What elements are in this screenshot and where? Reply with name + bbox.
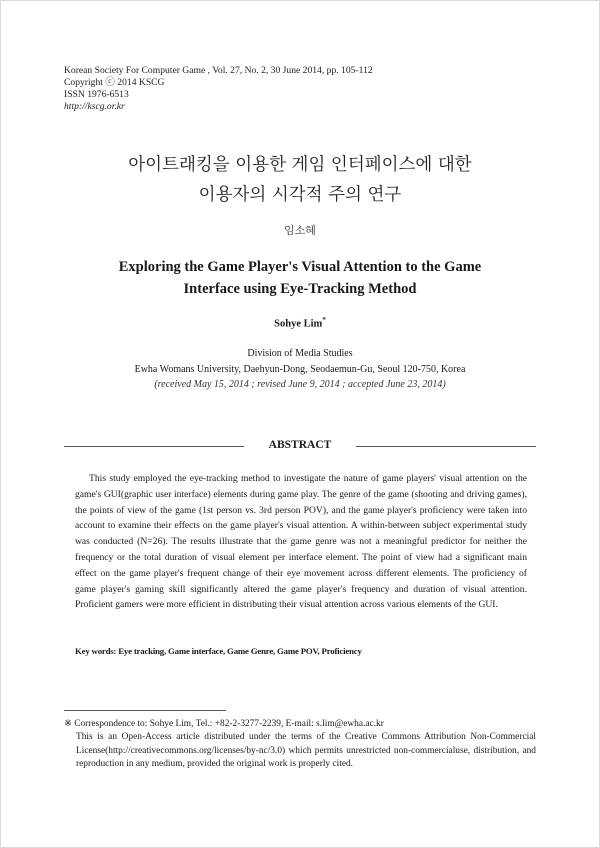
korean-title-line1: 아이트래킹을 이용한 게임 인터페이스에 대한 <box>128 155 472 175</box>
abstract-divider-left <box>64 446 244 447</box>
received-dates: (received May 15, 2014 ; revised June 9, 2014 ; accepted June 23, 2014) <box>154 379 446 390</box>
english-title-line2: Interface using Eye-Tracking Method <box>183 281 417 297</box>
korean-author: 임소혜 <box>284 224 316 237</box>
korean-title <box>0 150 600 210</box>
keywords: Key words: Eye tracking, Game interface, Game Genre, Game POV, Proficiency <box>75 646 362 656</box>
abstract-divider-right <box>356 446 536 447</box>
english-title-line1: Exploring the Game Player's Visual Attention to the Game <box>118 259 482 275</box>
footnote-correspondence: ※ Correspondence to: Sohye Lim, Tel.: +82-2-3277-2239, E-mail: s.lim@ewha.ac.kr <box>64 719 384 729</box>
journal-url[interactable]: http://kscg.or.kr <box>64 101 125 112</box>
author-name: Sohye Lim <box>274 318 323 330</box>
abstract-heading: ABSTRACT <box>268 439 332 451</box>
footnote <box>64 718 536 772</box>
journal-meta <box>64 65 373 113</box>
english-title <box>0 256 600 300</box>
journal-copyright: Copyright ⓒ 2014 KSCG <box>64 77 165 88</box>
footnote-license: This is an Open-Access article distributed under the terms of the Creative Commons Attribution Non-Commercial License(http://creativecommons.org/licenses/by-nc/3.0) which permits unrestricted non-commercialuse, distribution, and reproduction in any medium, provided the original work is properly cited. <box>76 732 536 770</box>
korean-title-line2: 이용자의 시각적 주의 연구 <box>198 185 402 205</box>
english-author <box>0 316 600 330</box>
journal-citation: Korean Society For Computer Game , Vol. 27, No. 2, 30 June 2014, pp. 105-112 <box>64 65 373 76</box>
author-footnote-mark: * <box>322 316 326 324</box>
abstract-text: This study employed the eye-tracking method to investigate the nature of game players' visual attention on the game's GUI(graphic user interface) elements during game play. The genre of the game (shooting and driving games), the points of view of the game (1st person vs. 3rd person POV), and the game player's proficiency were taken into account to examine their effects on the game player's visual attention. A within-between subject experimental study was conducted (N=26). The results illustrate that the game genre was not a meaningful predictor for neither the frequency or the total duration of visual element per interface element. The point of view had a significant main effect on the game player's frequent change of their eye movement across different elements. The proficiency of game player's gaming skill significantly altered the game player's frequency and duration of visual attention. Proficient gamers were more efficient in distributing their visual attention across various elements of the GUI. <box>75 473 527 611</box>
footnote-divider <box>64 710 226 711</box>
affiliation-address: Ewha Womans University, Daehyun-Dong, Seodaemun-Gu, Seoul 120-750, Korea <box>134 364 466 375</box>
affiliation-dept: Division of Media Studies <box>247 348 353 359</box>
affiliation <box>0 346 600 378</box>
journal-issn: ISSN 1976-6513 <box>64 89 129 100</box>
